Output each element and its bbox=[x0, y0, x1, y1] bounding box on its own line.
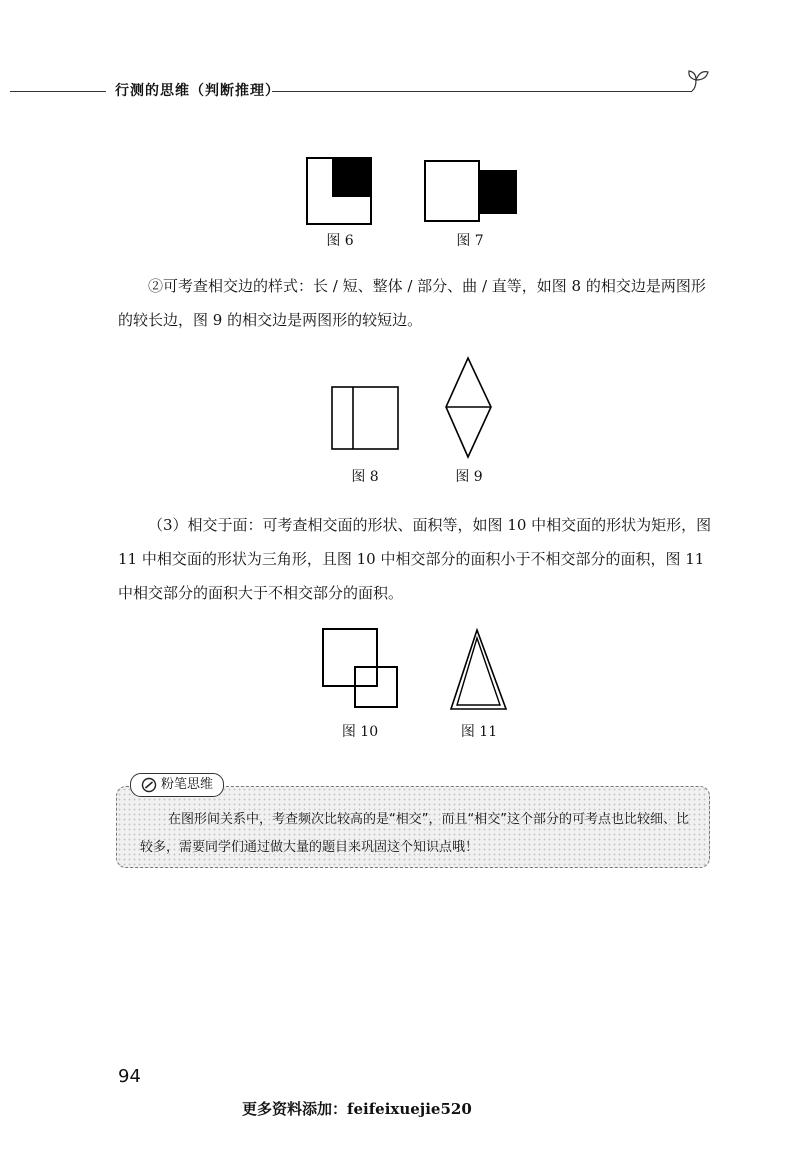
figure-8-diagram bbox=[331, 386, 401, 452]
sprout-icon bbox=[686, 66, 716, 94]
figure-9-diagram bbox=[444, 356, 494, 460]
figure-10-diagram bbox=[321, 627, 401, 709]
chalk-icon bbox=[141, 777, 157, 793]
paragraph-intersecting-faces: （3）相交于面：可考查相交面的形状、面积等，如图 10 中相交面的形状为矩形，图 11 中相交面的形状为三角形，且图 10 中相交部分的面积小于不相交部分的面积，图 11 中相交部分的面积大于不相交部分的面积。 bbox=[118, 516, 712, 602]
running-header-title: 行测的思维（判断推理） bbox=[115, 83, 280, 99]
chalk-note-tag bbox=[130, 773, 224, 797]
figure-11-caption: 图 11 bbox=[460, 724, 498, 740]
page-number: 94 bbox=[118, 1066, 141, 1087]
paragraph-intersecting-edges: ②可考查相交边的样式：长 / 短、整体 / 部分、曲 / 直等，如图 8 的相交边是两图形的较长边，图 9 的相交边是两图形的较短边。 bbox=[118, 277, 706, 329]
figure-6-caption: 图 6 bbox=[326, 233, 354, 249]
figure-11-diagram bbox=[449, 627, 509, 713]
header-rule-left bbox=[10, 91, 106, 92]
figure-7-caption: 图 7 bbox=[456, 233, 484, 249]
figure-6-diagram bbox=[306, 157, 374, 227]
figure-7-diagram bbox=[424, 160, 520, 224]
footer-contact: 更多资料添加：feifeixuejie520 bbox=[242, 1100, 472, 1118]
figure-10-caption: 图 10 bbox=[341, 724, 379, 740]
figure-9-caption: 图 9 bbox=[455, 469, 483, 485]
header-rule-right bbox=[272, 91, 692, 92]
chalk-note-text: 在图形间关系中，考查频次比较高的是“相交”，而且“相交”这个部分的可考点也比较细、比较多，需要同学们通过做大量的题目来巩固这个知识点哦！ bbox=[140, 812, 689, 855]
chalk-note-tag-label: 粉笔思维 bbox=[161, 777, 214, 792]
figure-8-caption: 图 8 bbox=[351, 469, 379, 485]
